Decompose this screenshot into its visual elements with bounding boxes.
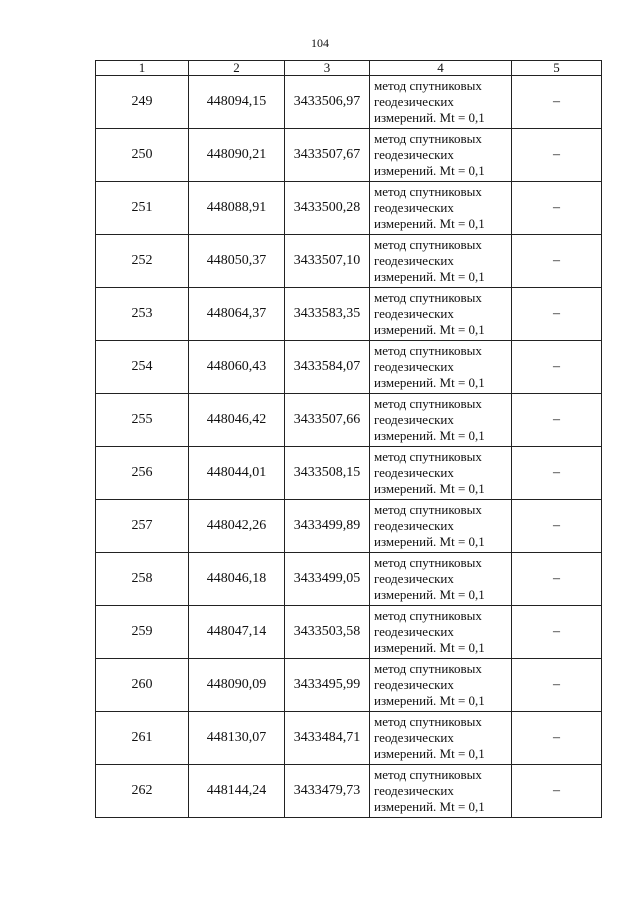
x-coordinate-cell: 448088,91 — [189, 182, 285, 235]
column-5-cell: – — [512, 182, 602, 235]
x-coordinate-cell: 448050,37 — [189, 235, 285, 288]
method-text-line: измерений. Mt = 0,1 — [374, 110, 485, 125]
y-coordinate-cell: 3433500,28 — [285, 182, 370, 235]
y-coordinate-cell: 3433507,66 — [285, 394, 370, 447]
method-cell — [370, 765, 512, 818]
x-coordinate-cell: 448090,09 — [189, 659, 285, 712]
column-5-cell: – — [512, 288, 602, 341]
table-row — [96, 712, 602, 765]
method-text-line: геодезических — [374, 359, 454, 374]
method-text-line: измерений. Mt = 0,1 — [374, 693, 485, 708]
point-number-cell: 255 — [96, 394, 189, 447]
y-coordinate-cell: 3433499,05 — [285, 553, 370, 606]
column-5-cell: – — [512, 394, 602, 447]
method-text-line: метод спутниковых — [374, 343, 482, 358]
method-text-line: метод спутниковых — [374, 184, 482, 199]
method-cell — [370, 500, 512, 553]
method-text-line: метод спутниковых — [374, 290, 482, 305]
table-row — [96, 76, 602, 129]
point-number-cell: 261 — [96, 712, 189, 765]
method-cell — [370, 712, 512, 765]
method-text-line: измерений. Mt = 0,1 — [374, 216, 485, 231]
y-coordinate-cell: 3433495,99 — [285, 659, 370, 712]
method-text-line: метод спутниковых — [374, 396, 482, 411]
method-text-line: метод спутниковых — [374, 555, 482, 570]
column-header-1: 1 — [96, 61, 189, 76]
point-number-cell: 262 — [96, 765, 189, 818]
method-text-line: геодезических — [374, 465, 454, 480]
method-cell — [370, 341, 512, 394]
method-text-line: метод спутниковых — [374, 767, 482, 782]
table-row — [96, 235, 602, 288]
column-5-cell: – — [512, 447, 602, 500]
method-text-line: метод спутниковых — [374, 714, 482, 729]
page-number: 104 — [311, 36, 329, 50]
point-number-cell: 254 — [96, 341, 189, 394]
method-cell — [370, 129, 512, 182]
table-row — [96, 341, 602, 394]
table-row — [96, 129, 602, 182]
point-number-cell: 252 — [96, 235, 189, 288]
method-text-line: геодезических — [374, 306, 454, 321]
x-coordinate-cell: 448090,21 — [189, 129, 285, 182]
column-5-cell: – — [512, 712, 602, 765]
x-coordinate-cell: 448060,43 — [189, 341, 285, 394]
point-number-cell: 257 — [96, 500, 189, 553]
point-number-cell: 253 — [96, 288, 189, 341]
method-text-line: геодезических — [374, 94, 454, 109]
method-text-line: геодезических — [374, 200, 454, 215]
column-5-cell: – — [512, 235, 602, 288]
column-5-cell: – — [512, 341, 602, 394]
column-5-cell: – — [512, 606, 602, 659]
x-coordinate-cell: 448130,07 — [189, 712, 285, 765]
column-header-2: 2 — [189, 61, 285, 76]
table-row — [96, 500, 602, 553]
method-text-line: измерений. Mt = 0,1 — [374, 163, 485, 178]
column-header-4: 4 — [370, 61, 512, 76]
method-cell — [370, 288, 512, 341]
method-text-line: измерений. Mt = 0,1 — [374, 375, 485, 390]
method-text-line: метод спутниковых — [374, 78, 482, 93]
y-coordinate-cell: 3433484,71 — [285, 712, 370, 765]
point-number-cell: 251 — [96, 182, 189, 235]
x-coordinate-cell: 448046,18 — [189, 553, 285, 606]
y-coordinate-cell: 3433507,10 — [285, 235, 370, 288]
method-text-line: измерений. Mt = 0,1 — [374, 640, 485, 655]
point-number-cell: 258 — [96, 553, 189, 606]
method-text-line: метод спутниковых — [374, 237, 482, 252]
table-row — [96, 288, 602, 341]
y-coordinate-cell: 3433583,35 — [285, 288, 370, 341]
table-row — [96, 553, 602, 606]
column-5-cell: – — [512, 659, 602, 712]
table-row — [96, 182, 602, 235]
method-text-line: измерений. Mt = 0,1 — [374, 322, 485, 337]
column-5-cell: – — [512, 500, 602, 553]
method-text-line: метод спутниковых — [374, 502, 482, 517]
x-coordinate-cell: 448094,15 — [189, 76, 285, 129]
x-coordinate-cell: 448042,26 — [189, 500, 285, 553]
method-cell — [370, 76, 512, 129]
x-coordinate-cell: 448046,42 — [189, 394, 285, 447]
method-cell — [370, 606, 512, 659]
x-coordinate-cell: 448044,01 — [189, 447, 285, 500]
y-coordinate-cell: 3433508,15 — [285, 447, 370, 500]
point-number-cell: 256 — [96, 447, 189, 500]
x-coordinate-cell: 448047,14 — [189, 606, 285, 659]
table-row — [96, 659, 602, 712]
method-text-line: измерений. Mt = 0,1 — [374, 428, 485, 443]
method-text-line: измерений. Mt = 0,1 — [374, 587, 485, 602]
table-header-row — [96, 61, 602, 76]
point-number-cell: 259 — [96, 606, 189, 659]
method-text-line: метод спутниковых — [374, 449, 482, 464]
method-text-line: измерений. Mt = 0,1 — [374, 269, 485, 284]
y-coordinate-cell: 3433584,07 — [285, 341, 370, 394]
column-5-cell: – — [512, 129, 602, 182]
method-text-line: метод спутниковых — [374, 661, 482, 676]
table-body — [96, 76, 602, 818]
table-row — [96, 765, 602, 818]
table-row — [96, 606, 602, 659]
method-text-line: геодезических — [374, 147, 454, 162]
method-text-line: геодезических — [374, 783, 454, 798]
method-text-line: геодезических — [374, 571, 454, 586]
method-cell — [370, 235, 512, 288]
x-coordinate-cell: 448064,37 — [189, 288, 285, 341]
method-text-line: геодезических — [374, 624, 454, 639]
y-coordinate-cell: 3433506,97 — [285, 76, 370, 129]
table-row — [96, 394, 602, 447]
method-text-line: измерений. Mt = 0,1 — [374, 481, 485, 496]
method-text-line: геодезических — [374, 412, 454, 427]
method-text-line: метод спутниковых — [374, 131, 482, 146]
column-header-5: 5 — [512, 61, 602, 76]
y-coordinate-cell: 3433479,73 — [285, 765, 370, 818]
column-5-cell: – — [512, 765, 602, 818]
method-text-line: геодезических — [374, 677, 454, 692]
y-coordinate-cell: 3433507,67 — [285, 129, 370, 182]
method-cell — [370, 659, 512, 712]
coordinates-table — [95, 60, 602, 818]
method-cell — [370, 182, 512, 235]
point-number-cell: 250 — [96, 129, 189, 182]
method-text-line: измерений. Mt = 0,1 — [374, 799, 485, 814]
method-cell — [370, 553, 512, 606]
x-coordinate-cell: 448144,24 — [189, 765, 285, 818]
table-row — [96, 447, 602, 500]
method-cell — [370, 447, 512, 500]
method-text-line: геодезических — [374, 518, 454, 533]
method-cell — [370, 394, 512, 447]
method-text-line: измерений. Mt = 0,1 — [374, 746, 485, 761]
column-5-cell: – — [512, 76, 602, 129]
point-number-cell: 249 — [96, 76, 189, 129]
column-5-cell: – — [512, 553, 602, 606]
method-text-line: измерений. Mt = 0,1 — [374, 534, 485, 549]
method-text-line: метод спутниковых — [374, 608, 482, 623]
y-coordinate-cell: 3433503,58 — [285, 606, 370, 659]
y-coordinate-cell: 3433499,89 — [285, 500, 370, 553]
method-text-line: геодезических — [374, 730, 454, 745]
point-number-cell: 260 — [96, 659, 189, 712]
column-header-3: 3 — [285, 61, 370, 76]
method-text-line: геодезических — [374, 253, 454, 268]
